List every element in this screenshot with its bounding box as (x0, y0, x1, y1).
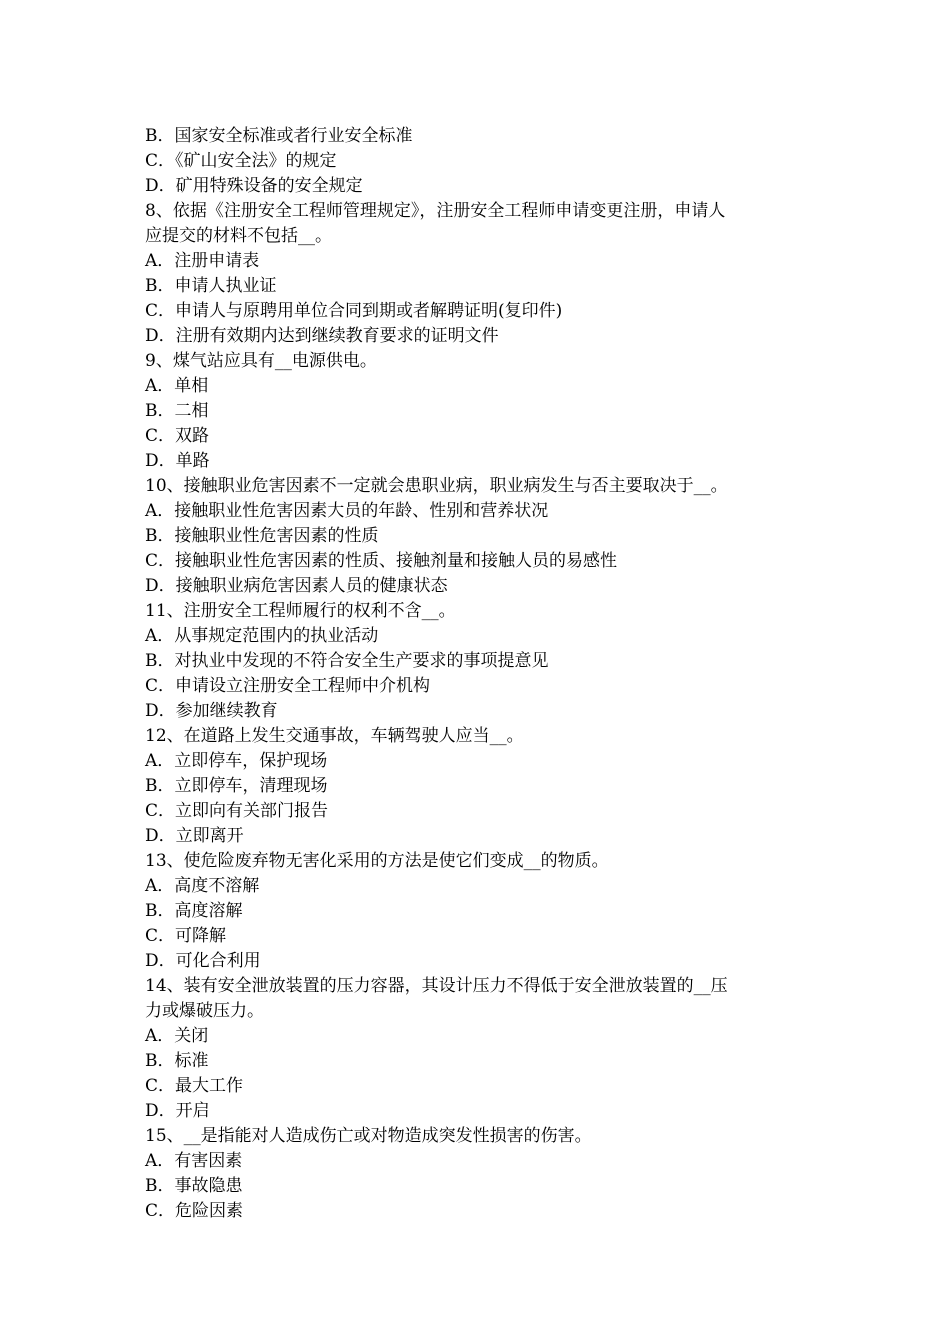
option-line: A．从事规定范围内的执业活动 (145, 626, 379, 646)
option-line: C．立即向有关部门报告 (145, 801, 329, 821)
option-line: B．事故隐患 (145, 1176, 243, 1196)
option-line: D．可化合利用 (145, 951, 261, 971)
option-line: D．参加继续教育 (145, 701, 278, 721)
option-line: C．接触职业性危害因素的性质、接触剂量和接触人员的易感性 (145, 551, 618, 571)
option-line: D．矿用特殊设备的安全规定 (145, 176, 363, 196)
option-line: B．高度溶解 (145, 901, 243, 921)
option-line: C．双路 (145, 426, 210, 446)
question-line: 力或爆破压力。 (145, 1001, 264, 1021)
option-line: C．危险因素 (145, 1201, 244, 1221)
question-line: 15、__是指能对人造成伤亡或对物造成突发性损害的伤害。 (145, 1126, 592, 1146)
question-line: 12、在道路上发生交通事故，车辆驾驶人应当__。 (145, 726, 524, 746)
option-line: D．立即离开 (145, 826, 244, 846)
option-line: A．注册申请表 (145, 251, 260, 271)
option-line: A．接触职业性危害因素大员的年龄、性别和营养状况 (145, 501, 549, 521)
option-line: A．高度不溶解 (145, 876, 260, 896)
option-line: C．申请人与原聘用单位合同到期或者解聘证明(复印件) (145, 301, 563, 321)
option-line: C．最大工作 (145, 1076, 244, 1096)
question-line: 8、依据《注册安全工程师管理规定》，注册安全工程师申请变更注册，申请人 (145, 201, 726, 221)
question-line: 应提交的材料不包括__。 (145, 226, 332, 246)
option-line: B．接触职业性危害因素的性质 (145, 526, 379, 546)
question-line: 14、装有安全泄放装置的压力容器，其设计压力不得低于安全泄放装置的__压 (145, 976, 728, 996)
option-line: B．国家安全标准或者行业安全标准 (145, 126, 413, 146)
option-line: B．二相 (145, 401, 209, 421)
question-line: 11、注册安全工程师履行的权利不含__。 (145, 601, 456, 621)
option-line: A．有害因素 (145, 1151, 243, 1171)
option-line: A．立即停车，保护现场 (145, 751, 328, 771)
option-line: D．注册有效期内达到继续教育要求的证明文件 (145, 326, 499, 346)
option-line: D．开启 (145, 1101, 210, 1121)
option-line: B．标准 (145, 1051, 209, 1071)
option-line: B．申请人执业证 (145, 276, 277, 296)
option-line: A．关闭 (145, 1026, 209, 1046)
question-line: 10、接触职业危害因素不一定就会患职业病，职业病发生与否主要取决于__。 (145, 476, 728, 496)
document-body (145, 124, 810, 1224)
option-line: C．申请设立注册安全工程师中介机构 (145, 676, 431, 696)
option-line: D．单路 (145, 451, 210, 471)
option-line: D．接触职业病危害因素人员的健康状态 (145, 576, 448, 596)
option-line: A．单相 (145, 376, 209, 396)
question-line: 13、使危险废弃物无害化采用的方法是使它们变成__的物质。 (145, 851, 609, 871)
option-line: B．立即停车，清理现场 (145, 776, 328, 796)
option-line: C．《矿山安全法》的规定 (145, 151, 337, 171)
option-line: B．对执业中发现的不符合安全生产要求的事项提意见 (145, 651, 549, 671)
option-line: C．可降解 (145, 926, 227, 946)
question-line: 9、煤气站应具有__电源供电。 (145, 351, 377, 371)
